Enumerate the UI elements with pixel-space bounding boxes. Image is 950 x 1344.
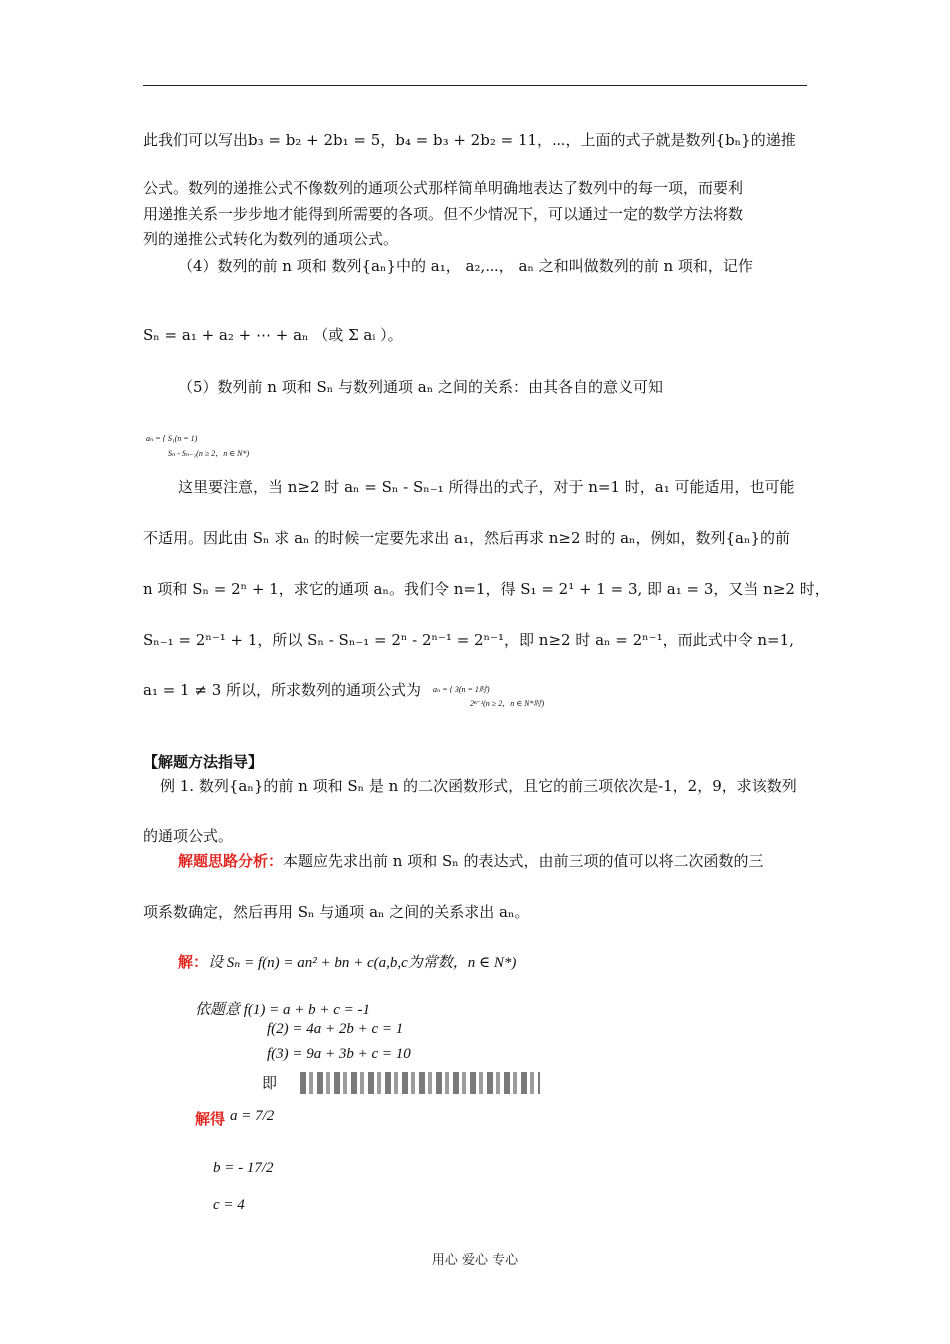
piecewise-line-1: aₙ = { S₁(n = 1) [146, 434, 198, 443]
text-line-11: n 项和 Sₙ = 2ⁿ + 1，求它的通项 aₙ。我们令 n=1，得 S₁ = 2¹ + 1 = 3, 即 a₁ = 3，又当 n≥2 时， [143, 580, 830, 598]
text-line-4: 列的递推公式转化为数列的通项公式。 [143, 230, 399, 248]
analysis-line-2: 项系数确定，然后再用 Sₙ 与通项 aₙ 之间的关系求出 aₙ。 [143, 903, 530, 921]
analysis-line-1 [178, 851, 807, 871]
solution-set-line [178, 952, 807, 973]
header-rule [143, 85, 807, 86]
piecewise-line-2: Sₙ - Sₙ₋₁(n ≥ 2，n ∈ N*) [168, 449, 250, 458]
section-heading: 【解题方法指导】 [143, 753, 264, 771]
solution-label: 解： [178, 953, 209, 971]
equation-2: f(2) = 4a + 2b + c = 1 [267, 1021, 404, 1037]
text-line-7: （5）数列前 n 项和 Sₙ 与数列通项 aₙ 之间的关系：由其各自的意义可知 [178, 378, 664, 396]
text-line-5: （4）数列的前 n 项和 数列{aₙ}中的 a₁， a₂,⋯， aₙ 之和叫做数列的前 n 项和，记作 [178, 257, 753, 275]
text-line-2: 公式。数列的递推公式不像数列的通项公式那样简单明确地表达了数列中的每一项，而要利 [143, 179, 744, 197]
page-footer: 用心 爱心 专心 [431, 1253, 519, 1268]
text-line-9: 这里要注意，当 n≥2 时 aₙ = Sₙ - Sₙ₋₁ 所得出的式子，对于 n=1 时，a₁ 可能适用，也可能 [178, 478, 795, 496]
text-line-1: 此我们可以写出b₃ = b₂ + 2b₁ = 5，b₄ = b₃ + 2b₂ = 11，⋯，上面的式子就是数列{bₙ}的递推 [143, 131, 796, 149]
formula-sum-definition: Sₙ = a₁ + a₂ + ⋯ + aₙ （或 Σ aᵢ ）。 [143, 326, 403, 344]
text-line-3: 用递推关系一步步地才能得到所需要的各项。但不少情况下，可以通过一定的数学方法将数 [143, 205, 744, 223]
value-b: b = - 17/2 [213, 1160, 274, 1176]
piecewise-answer-1: aₙ = { 3(n = 1时) [433, 685, 490, 694]
text-line-12: Sₙ₋₁ = 2ⁿ⁻¹ + 1，所以 Sₙ - Sₙ₋₁ = 2ⁿ - 2ⁿ⁻¹ = 2ⁿ⁻¹，即 n≥2 时 aₙ = 2ⁿ⁻¹，而此式中令 n=1, [143, 631, 794, 649]
analysis-label: 解题思路分析： [178, 852, 284, 870]
equation-3: f(3) = 9a + 3b + c = 10 [267, 1046, 411, 1062]
solution-set: 设 Sₙ = f(n) = an² + bn + c(a,b,c为常数，n ∈ N*) [208, 955, 517, 971]
value-a: a = 7/2 [230, 1108, 275, 1124]
example-1-line-1: 例 1. 数列{aₙ}的前 n 项和 Sₙ 是 n 的二次函数形式，且它的前三项依次是-1，2，9，求该数列 [160, 777, 797, 795]
analysis-text: 本题应先求出前 n 项和 Sₙ 的表达式，由前三项的值可以将二次函数的三 [283, 852, 764, 870]
piecewise-answer-2: 2ⁿ⁻¹(n ≥ 2，n ∈ N*时) [470, 699, 545, 708]
example-1-line-2: 的通项公式。 [143, 827, 234, 845]
text-line-13: a₁ = 1 ≠ 3 所以，所求数列的通项公式为 [143, 681, 422, 699]
text-line-10: 不适用。因此由 Sₙ 求 aₙ 的时候一定要先求出 a₁，然后再求 n≥2 时的 aₙ，例如，数列{aₙ}的前 [143, 529, 791, 547]
garbled-equation-system [300, 1072, 540, 1094]
jiede-label: 解得 [195, 1110, 226, 1128]
equation-1: 依题意 f(1) = a + b + c = -1 [195, 1002, 371, 1018]
ji-label: 即 [262, 1074, 278, 1092]
value-c: c = 4 [213, 1197, 245, 1213]
